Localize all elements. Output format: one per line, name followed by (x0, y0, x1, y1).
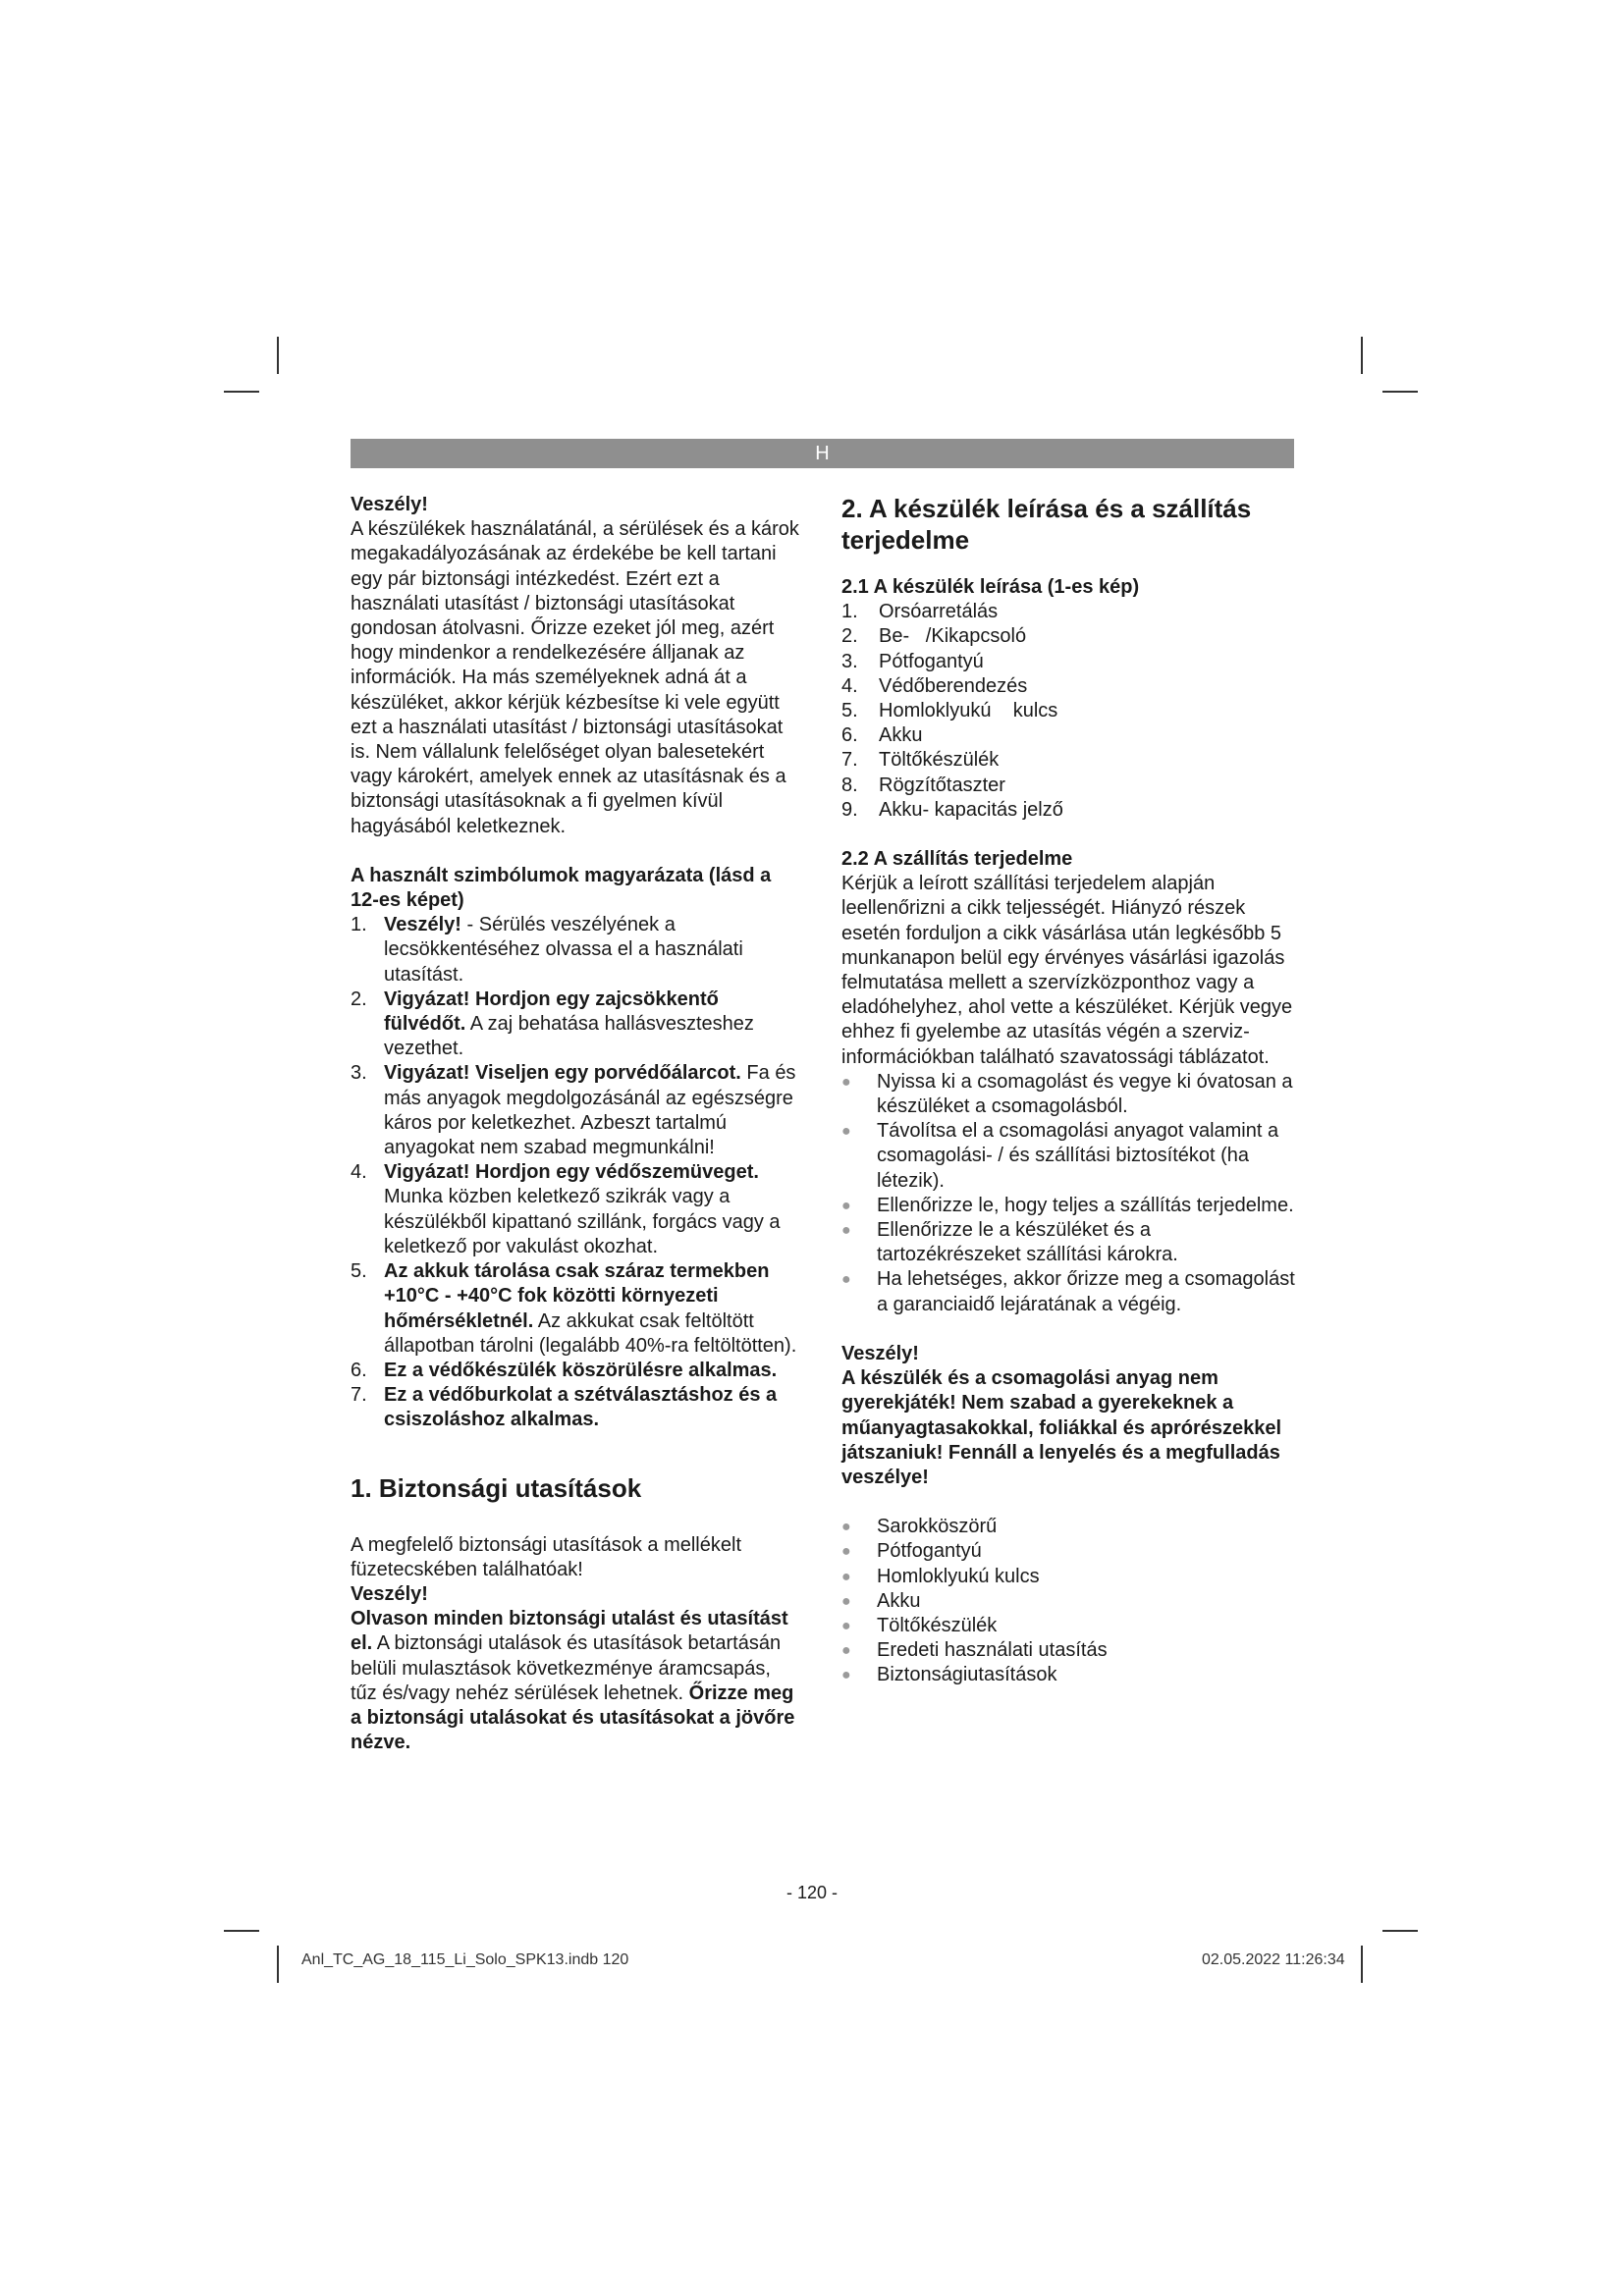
footer-filename: Anl_TC_AG_18_115_Li_Solo_SPK13.indb 120 (301, 1951, 629, 1968)
section-2-heading: 2. A készülék leírása és a szállítás terjedelme (841, 494, 1252, 555)
scope-bullet-item (841, 1119, 1295, 1194)
right-column (841, 493, 1295, 1688)
safety-heading: 1. Biztonsági utasítások (351, 1472, 642, 1503)
contents-text: Eredeti használati utasítás (877, 1639, 1108, 1662)
bullet-icon: ● (841, 1642, 851, 1660)
description-title: 2.1 A készülék leírása (1-es kép) (841, 576, 1140, 598)
symbol-desc: Munka közben keletkező szikrák vagy a készülékből kipattanó szillánk, forgács vagy a keletkező por vakulást okozhat. (384, 1186, 781, 1257)
symbol-desc: - Sérülés veszélyének a lecsökkentéséhez olvassa el a használati utasítást. (384, 914, 743, 986)
bullet-icon: ● (841, 1568, 851, 1585)
contents-list (841, 1515, 1295, 1687)
symbol-item (351, 1061, 799, 1160)
bullet-icon: ● (841, 1197, 851, 1214)
symbol-bold: Vigyázat! Viseljen egy porvédőálarcot. (384, 1062, 741, 1085)
contents-item (841, 1539, 1295, 1564)
contents-item (841, 1515, 1295, 1539)
symbol-bold: Veszély! (384, 914, 461, 936)
symbol-text (384, 988, 799, 1062)
scope-bullet-item (841, 1194, 1295, 1218)
part-number: 4. (841, 674, 858, 697)
part-label: Orsóarretálás (879, 601, 999, 623)
bullet-icon: ● (841, 1617, 851, 1634)
part-item (841, 624, 1295, 649)
contents-item (841, 1663, 1295, 1687)
bullet-icon: ● (841, 1222, 851, 1240)
symbol-number: 6. (351, 1359, 367, 1381)
scope-bullet-item (841, 1218, 1295, 1267)
scope-bullets (841, 1070, 1295, 1317)
bullet-icon: ● (841, 1543, 851, 1561)
scope-text: Kérjük a leírott szállítási terjedelem alapján leellenőrizni a cikk teljességét. Hiányzó részek esetén forduljon a cikk vásárlása után legkésőbb 5 munkanapon belül egy érvényes vásárlási igazolás felmutatása mellett a szervízközponthoz vagy a eladóhelyhez, ahol vette a készüléket. Kérjük vegye ehhez fi gyelembe az utasítás végén a szerviz-információkban található szavatossági táblázatot. (841, 873, 1293, 1068)
part-item (841, 798, 1295, 823)
symbol-item (351, 988, 799, 1062)
symbol-text (384, 1160, 799, 1259)
safety-intro: A megfelelő biztonsági utasítások a mellékelt füzetecskében találhatóak! (351, 1533, 741, 1580)
crop-mark (224, 391, 259, 393)
symbol-item (351, 913, 799, 988)
symbol-item (351, 1383, 799, 1432)
bullet-icon: ● (841, 1667, 851, 1684)
symbol-bold: Vigyázat! Hordjon egy zajcsökkentő fülvédőt. (384, 988, 719, 1036)
symbol-bold: Vigyázat! Hordjon egy védőszemüveget. (384, 1161, 759, 1184)
contents-text: Homloklyukú kulcs (877, 1565, 1040, 1587)
symbol-text (384, 1061, 799, 1160)
scope-bullet-item (841, 1070, 1295, 1119)
part-item (841, 748, 1295, 773)
bullet-icon: ● (841, 1073, 851, 1091)
symbol-text (384, 1383, 799, 1432)
footer-date: 02.05.2022 11:26:34 (1202, 1951, 1345, 1968)
danger2-title: Veszély! (841, 1342, 919, 1364)
symbol-text (384, 1359, 799, 1383)
part-number: 6. (841, 724, 858, 747)
bullet-icon: ● (841, 1123, 851, 1141)
part-label: Akku (879, 724, 923, 747)
symbol-desc: A zaj behatása hallásveszteshez vezethet. (384, 1013, 754, 1060)
bullet-icon: ● (841, 1592, 851, 1610)
danger-text: A készülékek használatánál, a sérülések és a károk megakadályozásának az érdekébe be kell tartani egy pár biztonsági intézkedést. Ezért ezt a használati utasítást / biztonsági utasításokat gondosan átolvasni. Őrizze ezeket jól meg, azért hogy mindenkor a rendelkezésére álljanak az információk. Ha más személyeknek adná át a készüléket, akkor kérjük kézbesítse ki vele együtt ezt a használati utasítást / biztonsági utasításokat is. Nem vállalunk felelőséget olyan balesetekért vagy károkért, amelyek ennek az utasításnak és a biztonsági utasításoknak a fi gyelmen kívül hagyásából keletkeznek. (351, 518, 799, 837)
crop-mark (277, 1946, 279, 1983)
scope-bullet-text: Távolítsa el a csomagolási anyagot valamint a csomagolási- / és szállítási biztosítékot (ha létezik). (877, 1120, 1279, 1192)
crop-mark (1382, 391, 1418, 393)
part-number: 9. (841, 798, 858, 821)
symbol-bold: Ez a védőkészülék köszörülésre alkalmas. (384, 1359, 778, 1381)
crop-mark (1361, 337, 1363, 374)
safety-text (351, 1607, 799, 1755)
symbols-list (351, 913, 799, 1432)
part-item (841, 650, 1295, 674)
parts-list (841, 600, 1295, 823)
symbol-number: 2. (351, 988, 367, 1010)
symbol-number: 5. (351, 1260, 367, 1283)
scope-bullet-text: Ellenőrizze le, hogy teljes a szállítás terjedelme. (877, 1194, 1294, 1216)
crop-mark (224, 1930, 259, 1932)
part-label: Homloklyukú kulcs (879, 700, 1058, 722)
contents-item (841, 1589, 1295, 1614)
contents-item (841, 1638, 1295, 1663)
symbol-item (351, 1259, 799, 1359)
part-item (841, 674, 1295, 699)
contents-text: Töltőkészülék (877, 1614, 998, 1636)
danger-title: Veszély! (351, 494, 428, 515)
contents-text: Sarokköszörű (877, 1516, 998, 1538)
language-header-bar: H (351, 439, 1294, 468)
part-label: Töltőkészülék (879, 749, 1000, 772)
part-item (841, 774, 1295, 798)
symbol-number: 7. (351, 1384, 367, 1407)
part-item (841, 723, 1295, 748)
symbol-number: 1. (351, 914, 367, 936)
bullet-icon: ● (841, 1519, 851, 1536)
safety-bold-2: Őrizze meg a biztonsági utalásokat és utasításokat a jövőre nézve. (351, 1682, 795, 1754)
part-label: Rögzítőtaszter (879, 774, 1005, 796)
symbol-number: 3. (351, 1062, 367, 1085)
symbol-item (351, 1359, 799, 1383)
safety-danger-title: Veszély! (351, 1582, 428, 1605)
part-number: 1. (841, 601, 858, 623)
symbol-text (384, 1259, 799, 1359)
part-item (841, 699, 1295, 723)
crop-mark (1382, 1930, 1418, 1932)
symbol-item (351, 1160, 799, 1259)
left-column (351, 493, 799, 1755)
contents-item (841, 1565, 1295, 1589)
part-label: Be- /Kikapcsoló (879, 625, 1027, 648)
part-number: 2. (841, 625, 858, 648)
contents-text: Pótfogantyú (877, 1540, 982, 1563)
contents-text: Akku (877, 1589, 921, 1612)
part-number: 7. (841, 749, 858, 772)
part-number: 8. (841, 774, 858, 796)
part-label: Akku- kapacitás jelző (879, 798, 1063, 821)
scope-title: 2.2 A szállítás terjedelme (841, 848, 1073, 871)
scope-bullet-text: Nyissa ki a csomagolást és vegye ki óvatosan a készüléket a csomagolásból. (877, 1070, 1293, 1118)
page-number: - 120 - (785, 1883, 839, 1902)
part-label: Védőberendezés (879, 674, 1028, 697)
symbol-desc: Az akkukat csak feltöltött állapotban tárolni (legalább 40%-ra feltöltötten). (384, 1309, 797, 1357)
symbol-desc: Fa és más anyagok megdolgozásánál az egészségre káros por keletkezhet. Azbeszt tartalmú anyagokat nem szabad megmunkálni! (384, 1062, 796, 1159)
symbols-title: A használt szimbólumok magyarázata (lásd a 12-es képet) (351, 864, 772, 912)
scope-bullet-item (841, 1267, 1295, 1316)
symbol-bold: Ez a védőburkolat a szétválasztáshoz és a csiszoláshoz alkalmas. (384, 1384, 778, 1431)
symbol-number: 4. (351, 1161, 367, 1184)
contents-text: Biztonságiutasítások (877, 1664, 1057, 1686)
part-number: 3. (841, 650, 858, 672)
contents-item (841, 1614, 1295, 1638)
symbol-text (384, 913, 799, 988)
part-label: Pótfogantyú (879, 650, 984, 672)
safety-text-1: A biztonsági utalások és utasítások betartásán belüli mulasztások következménye áramcsapás, tűz és/vagy nehéz sérülések lehetnek. (351, 1632, 782, 1704)
symbol-bold: Az akkuk tárolása csak száraz termekben +10°C - +40°C fok közötti környezeti hőmérsékletnél. (384, 1260, 770, 1332)
scope-bullet-text: Ha lehetséges, akkor őrizze meg a csomagolást a garanciaidő lejáratának a végéig. (877, 1268, 1295, 1315)
crop-mark (277, 337, 279, 374)
safety-bold-1: Olvason minden biztonsági utalást és utasítást el. (351, 1608, 788, 1655)
part-item (841, 600, 1295, 624)
part-number: 5. (841, 700, 858, 722)
scope-bullet-text: Ellenőrizze le a készüléket és a tartozékrészeket szállítási károkra. (877, 1219, 1178, 1266)
danger2-text: A készülék és a csomagolási anyag nem gyerekjáték! Nem szabad a gyerekeknek a műanyagtasakokkal, foliákkal és aprórészekkel játszaniuk! Fennáll a lenyelés és a megfulladás veszélye! (841, 1367, 1282, 1488)
bullet-icon: ● (841, 1271, 851, 1289)
crop-mark (1361, 1946, 1363, 1983)
